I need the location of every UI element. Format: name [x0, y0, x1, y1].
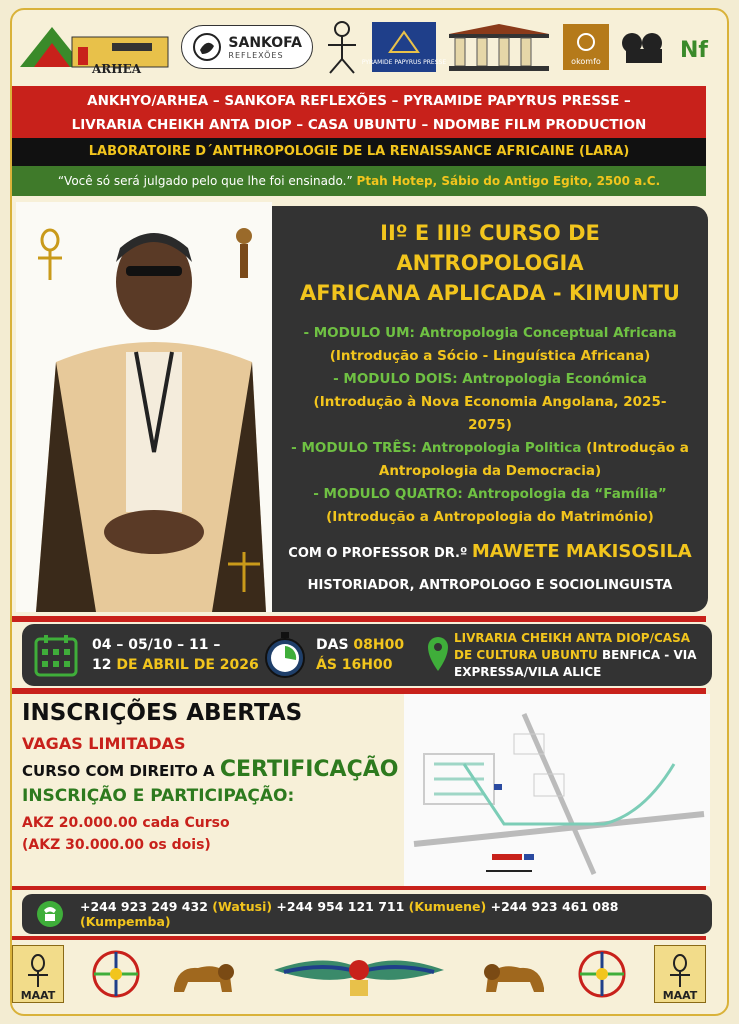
svg-text:PYRAMIDE PAPYRUS PRESSE: PYRAMIDE PAPYRUS PRESSE	[361, 59, 446, 66]
quote-source: , Sábio do Antigo Egito, 2500 a.C.	[432, 174, 661, 188]
quote-author: Ptah Hotep	[356, 174, 433, 188]
place-line-2: DE CULTURA UBUNTU BENFICA - VIA	[454, 647, 697, 662]
temple-logo	[445, 17, 553, 77]
phone-icon	[36, 900, 64, 928]
module-2: - MODULO DOIS: Antropologia Económica	[333, 371, 647, 387]
calendar-icon	[34, 633, 78, 677]
pyramide-logo	[361, 17, 446, 77]
arhea-emblem-icon	[12, 17, 172, 77]
okomfo-logo	[563, 17, 609, 77]
partners-band	[12, 86, 706, 138]
phone-3-name: (Kumpemba)	[80, 914, 171, 929]
fee-title: INSCRIÇÃO E PARTICIPAÇÃO:	[22, 786, 295, 806]
temple-columns-icon	[445, 22, 553, 72]
course-title-line-2: AFRICANA APLICADA - KIMUNTU	[300, 281, 680, 305]
partners-line-1: ANKHYO/ARHEA – SANKOFA REFLEXÕES – PYRAMIDE PAPYRUS PRESSE –	[87, 93, 631, 109]
fee-single: AKZ 20.000.00 cada Curso	[22, 815, 230, 831]
partners-line-2: LIVRARIA CHEIKH ANTA DIOP – CASA UBUNTU – NDOMBE FILM PRODUCTION	[71, 117, 647, 133]
pyramide-papyrus-icon	[361, 22, 446, 72]
stopwatch-icon	[262, 630, 308, 680]
place-line-1: LIVRARIA CHEIKH ANTA DIOP/CASA	[454, 630, 691, 645]
fee-both: (AKZ 30.000.00 os dois)	[22, 837, 211, 853]
lab-band: LABORATOIRE D´ANTHROPOLOGIE DE LA RENAISSANCE AFRICAINE (LARA)	[12, 138, 706, 166]
kongo-cosmogram-right-icon	[576, 948, 628, 1000]
limited-seats: VAGAS LIMITADAS	[22, 734, 186, 753]
professor-title: HISTORIADOR, ANTROPOLOGO E SOCIOLINGUISTA	[307, 578, 673, 593]
event-info-row	[22, 624, 712, 686]
separator-1	[12, 616, 706, 622]
professor-name: MAWETE MAKISOSILA	[471, 541, 692, 562]
module-3-sub: Antropologia da Democracia)	[378, 463, 602, 479]
maat-right-badge	[654, 945, 706, 1003]
professor-line	[284, 541, 696, 562]
fee-details	[22, 812, 402, 856]
lion-right-icon	[480, 952, 550, 996]
okomfo-badge-icon	[563, 24, 609, 70]
time-line-2: ÁS 16H00	[316, 657, 393, 673]
maat-left-label: MAAT	[20, 989, 56, 1002]
maat-left-badge	[12, 945, 64, 1003]
module-list	[284, 322, 696, 529]
sankofa-logo	[181, 25, 313, 69]
module-1-sub: (Introdução a Sócio - Linguística Africana)	[329, 348, 651, 364]
logo-row	[12, 12, 706, 82]
course-title-line-1: IIº E IIIº CURSO DE ANTROPOLOGIA	[380, 221, 600, 275]
course-card	[262, 206, 708, 612]
time-line-1: DAS 08H00	[316, 637, 405, 653]
footer-ornaments	[12, 944, 706, 1004]
registration-open: INSCRIÇÕES ABERTAS	[22, 700, 303, 726]
phone-1-name: (Watusi)	[207, 899, 273, 914]
registration-block	[22, 700, 402, 890]
separator-3	[12, 886, 706, 890]
ancestral-figure-icon	[322, 19, 362, 75]
sankofa-bird-icon	[192, 32, 222, 62]
maat-ankh-right-icon	[660, 953, 700, 989]
professor-photo	[16, 202, 272, 612]
maat-right-label: MAAT	[662, 989, 698, 1002]
module-2-sub-2: 2075)	[468, 417, 512, 433]
event-dates	[92, 635, 262, 675]
svg-text:Nf: Nf	[680, 38, 708, 63]
sankofa-title: SANKOFA	[228, 34, 302, 51]
separator-4	[12, 936, 706, 940]
professor-portrait-icon	[16, 202, 272, 612]
sankofa-subtitle: REFLEXÕES	[228, 50, 284, 60]
lion-left-icon	[168, 952, 238, 996]
location-map	[404, 694, 710, 886]
module-4-sub: (Introdução a Antropologia do Matrimónio)	[326, 509, 654, 525]
phone-2[interactable]: +244 954 121 711	[272, 899, 405, 914]
place-line-3: EXPRESSA/VILA ALICE	[454, 664, 602, 679]
phone-1[interactable]: +244 923 249 432	[80, 899, 208, 914]
arhea-logo	[12, 17, 172, 77]
module-1: - MODULO UM: Antropologia Conceptual Africana	[303, 325, 677, 341]
module-2-sub: (Introdução à Nova Economia Angolana, 2025-	[313, 394, 667, 410]
svg-text:okomfo: okomfo	[570, 57, 601, 66]
quote-band	[12, 166, 706, 196]
figure-logo	[322, 17, 362, 77]
module-3: - MODULO TRÊS: Antropologia Politica (Introdução a	[291, 440, 689, 456]
dates-line-2: 12 DE ABRIL DE 2026	[92, 657, 259, 673]
film-camera-icon	[618, 25, 706, 69]
location-pin-icon	[426, 635, 450, 675]
contacts-row	[22, 894, 712, 934]
kongo-cosmogram-icon	[90, 948, 142, 1000]
phone-3[interactable]: +244 923 461 088	[486, 899, 619, 914]
dates-line-1: 04 – 05/10 – 11 –	[92, 637, 221, 653]
module-4: - MODULO QUATRO: Antropologia da “Família”	[313, 486, 667, 502]
event-place	[454, 630, 697, 681]
event-time	[316, 635, 426, 675]
quote-text: “Você só será julgado pelo que lhe foi ensinado.”	[57, 174, 353, 188]
certification-line: CURSO COM DIREITO A CERTIFICAÇÃO	[22, 757, 399, 782]
maat-ankh-icon	[18, 953, 58, 989]
professor-prefix: COM O PROFESSOR DR.º	[288, 546, 468, 561]
winged-sun-icon	[264, 946, 454, 1002]
phone-2-name: (Kumuene)	[404, 899, 487, 914]
svg-text:ARHEA: ARHEA	[92, 62, 142, 76]
ndombe-logo	[618, 17, 706, 77]
street-map-icon	[404, 694, 710, 886]
contact-numbers	[80, 899, 712, 929]
